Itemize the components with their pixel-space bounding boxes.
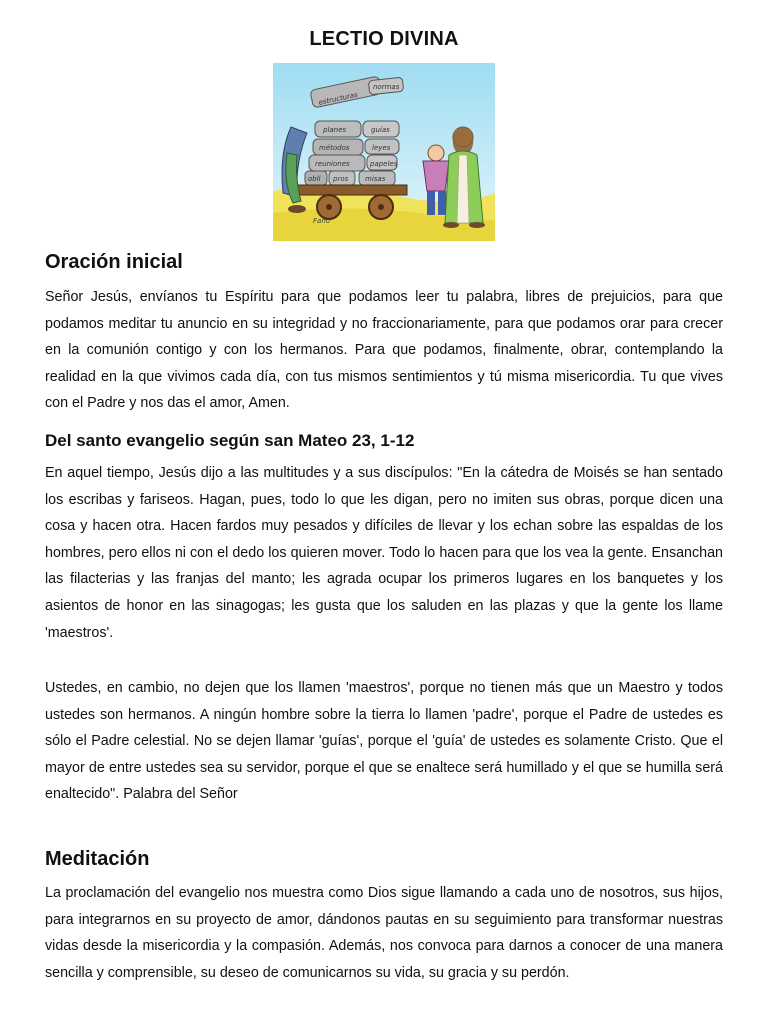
stone-label: misas <box>365 175 386 183</box>
document-title: LECTIO DIVINA <box>309 28 459 50</box>
stone-label: leyes <box>372 144 391 152</box>
stone-label: normas <box>373 83 400 91</box>
meditacion-section <box>45 848 723 871</box>
meditacion-body <box>45 880 723 986</box>
stone-label: reuniones <box>315 160 350 168</box>
evangelio-body-1 <box>45 460 723 646</box>
stone-label: obli <box>308 175 321 183</box>
cartoon-illustration <box>273 63 495 241</box>
stone-label: papeles <box>370 160 398 168</box>
meditacion-text: La proclamación del evangelio nos muestra como Dios sigue llamando a cada uno de nosotros, sus hijos, para integrarnos en su proyecto de amor, dándonos pautas en su seguimiento para transformar nuestras vidas desde la misericordia y la compasión. Además, nos convoca para darnos a conocer de una manera sencilla y comprensible, su deseo de comunicarnos su vida, su gracia y su perdón. <box>45 885 723 981</box>
stone-label: planes <box>323 126 347 134</box>
illustration-svg <box>273 63 495 241</box>
oracion-section <box>45 251 723 274</box>
oracion-heading: Oración inicial <box>45 251 183 273</box>
evangelio-paragraph-1: En aquel tiempo, Jesús dijo a las multitudes y a sus discípulos: "En la cátedra de Moisés se han sentado los escribas y fariseos. Hagan, pues, todo lo que les digan, pero no imiten sus obras, porque dicen una cosa y hacen otra. Hacen fardos muy pesados y difíciles de llevar y los echan sobre las espaldas de los hombres, pero ellos ni con el dedo los quieren mover. Todo lo hacen para que los vea la gente. Ensanchan las filacterias y las franjas del manto; les agrada ocupar los primeros lugares en los banquetes y los asientos de honor en las sinagogas; les gusta que los saluden en las plazas y que la gente los llame 'maestros'. <box>45 465 723 641</box>
evangelio-section <box>45 431 723 451</box>
evangelio-heading: Del santo evangelio según san Mateo 23, 1-12 <box>45 431 415 450</box>
evangelio-paragraph-2: Ustedes, en cambio, no dejen que los llamen 'maestros', porque no tienen más que un Maestro y todos ustedes son hermanos. A ningún hombre sobre la tierra lo llamen 'padre', porque el Padre de ustedes es sólo el Padre celestial. No se dejen llamar 'guías', porque el 'guía' de ustedes es solamente Cristo. Que el mayor de entre ustedes sea su servidor, porque el que se enaltece será humillado y el que se humilla será enaltecido". Palabra del Señor <box>45 680 723 803</box>
stone-label: métodos <box>319 144 350 152</box>
meditacion-heading: Meditación <box>45 848 150 870</box>
evangelio-body-2 <box>45 675 723 808</box>
artist-signature: Fano <box>313 217 331 225</box>
oracion-text: Señor Jesús, envíanos tu Espíritu para que podamos leer tu palabra, libres de prejuicios, para que podamos meditar tu anuncio en su integridad y no fraccionariamente, para que podamos orar para crecer en la comunión contigo y con los hermanos. Para que podamos, finalmente, obrar, contemplando la realidad en la que vivimos cada día, con tus mismos sentimientos y tú misma misericordia. Tu que vives con el Padre y nos das el amor, Amen. <box>45 289 723 412</box>
stone-label: estructuras <box>317 90 359 107</box>
stone-label: pros <box>333 175 349 183</box>
stone-label: guías <box>371 126 390 134</box>
oracion-body <box>45 284 723 417</box>
